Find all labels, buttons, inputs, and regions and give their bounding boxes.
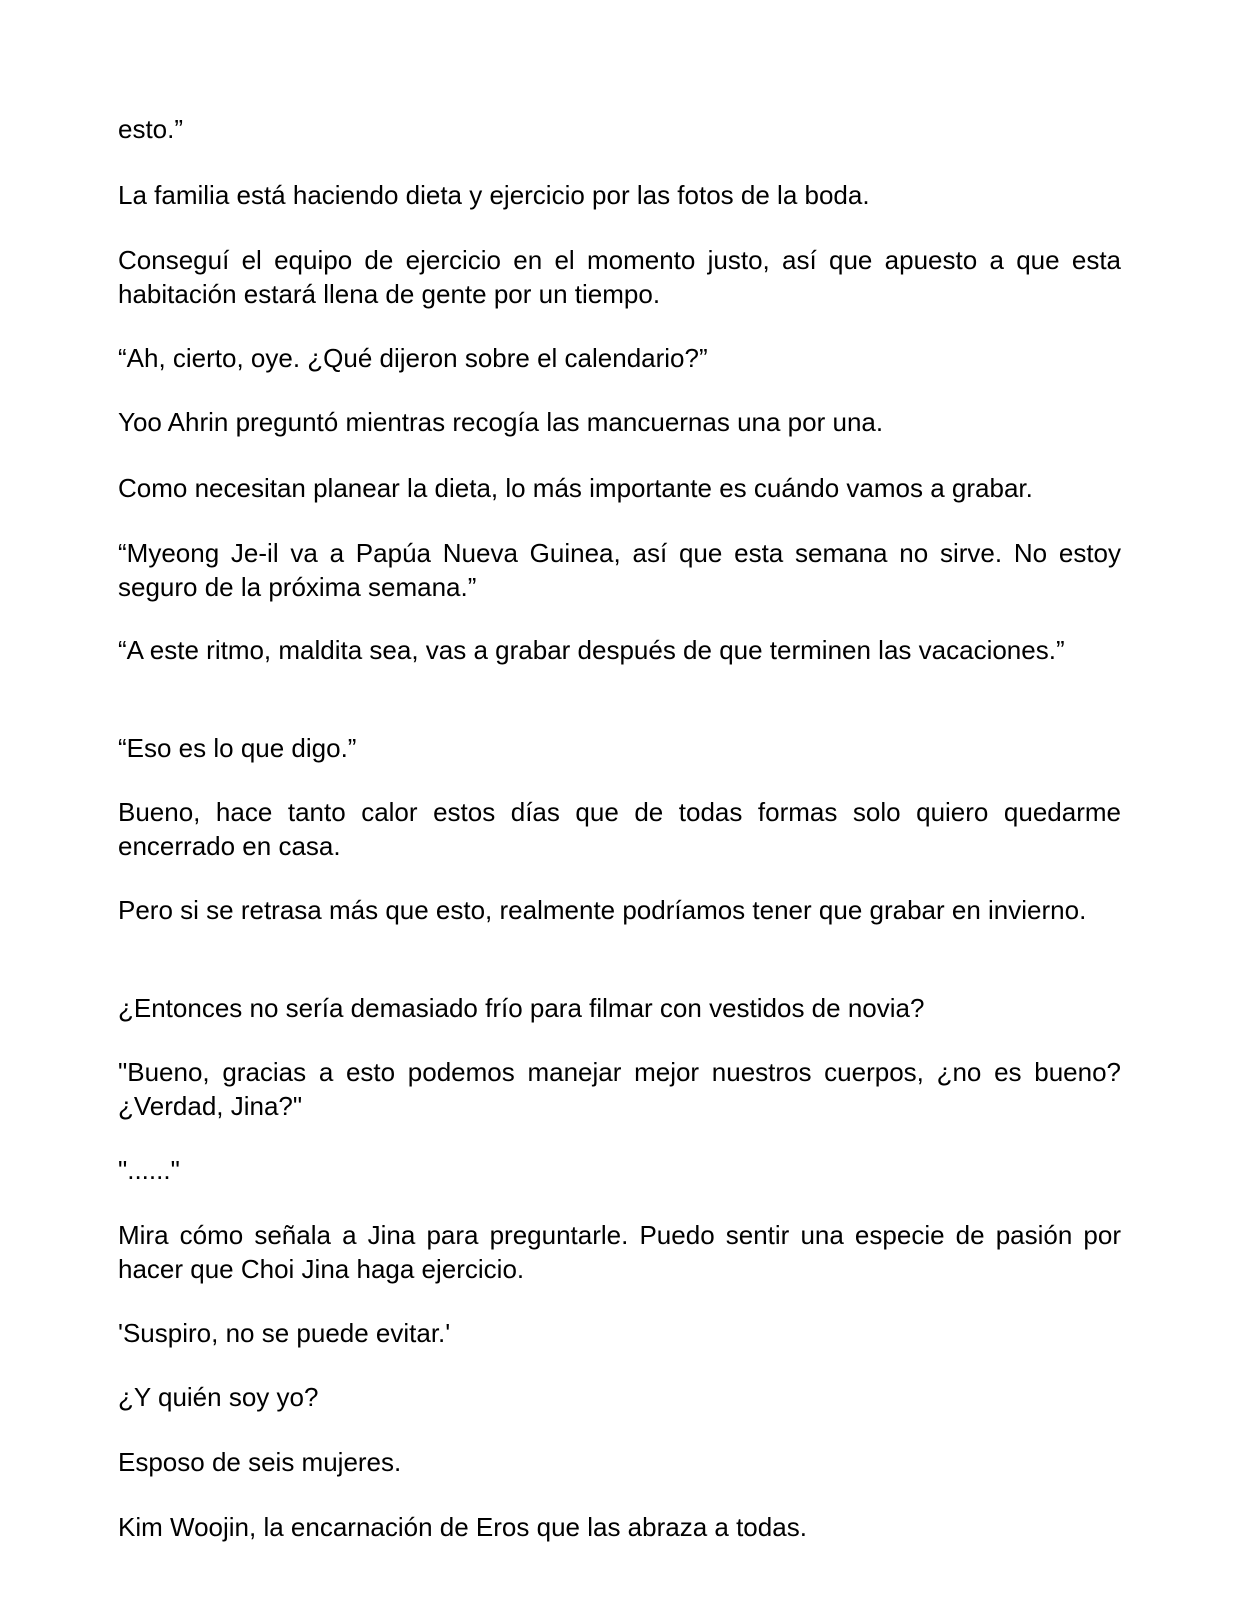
paragraph-17: ¿Y quién soy yo? bbox=[118, 1382, 319, 1412]
paragraph-12: ¿Entonces no sería demasiado frío para filmar con vestidos de novia? bbox=[118, 993, 925, 1023]
paragraph-4: “Ah, cierto, oye. ¿Qué dijeron sobre el calendario?” bbox=[118, 343, 708, 373]
paragraph-18: Esposo de seis mujeres. bbox=[118, 1447, 402, 1477]
paragraph-2: La familia está haciendo dieta y ejercicio por las fotos de la boda. bbox=[118, 180, 870, 210]
paragraph-15: Mira cómo señala a Jina para preguntarle. Puedo sentir una especie de pasión por hacer que Choi Jina haga ejercicio. bbox=[118, 1220, 1121, 1284]
paragraph-5: Yoo Ahrin preguntó mientras recogía las mancuernas una por una. bbox=[118, 407, 884, 437]
paragraph-13: "Bueno, gracias a esto podemos manejar mejor nuestros cuerpos, ¿no es bueno? ¿Verdad, Jina?" bbox=[118, 1057, 1121, 1121]
paragraph-10: Bueno, hace tanto calor estos días que de todas formas solo quiero quedarme encerrado en casa. bbox=[118, 797, 1121, 861]
paragraph-9: “Eso es lo que digo.” bbox=[118, 733, 357, 763]
paragraph-19: Kim Woojin, la encarnación de Eros que las abraza a todas. bbox=[118, 1512, 807, 1542]
paragraph-14: "......" bbox=[118, 1155, 180, 1185]
paragraph-16: 'Suspiro, no se puede evitar.' bbox=[118, 1318, 451, 1348]
paragraph-8: “A este ritmo, maldita sea, vas a grabar después de que terminen las vacaciones.” bbox=[118, 635, 1065, 665]
paragraph-11: Pero si se retrasa más que esto, realmente podríamos tener que grabar en invierno. bbox=[118, 895, 1087, 925]
paragraph-7: “Myeong Je-il va a Papúa Nueva Guinea, así que esta semana no sirve. No estoy seguro de la próxima semana.” bbox=[118, 538, 1121, 602]
paragraph-3: Conseguí el equipo de ejercicio en el momento justo, así que apuesto a que esta habitación estará llena de gente por un tiempo. bbox=[118, 245, 1121, 309]
paragraph-6: Como necesitan planear la dieta, lo más importante es cuándo vamos a grabar. bbox=[118, 473, 1033, 503]
paragraph-1: esto.” bbox=[118, 114, 184, 144]
